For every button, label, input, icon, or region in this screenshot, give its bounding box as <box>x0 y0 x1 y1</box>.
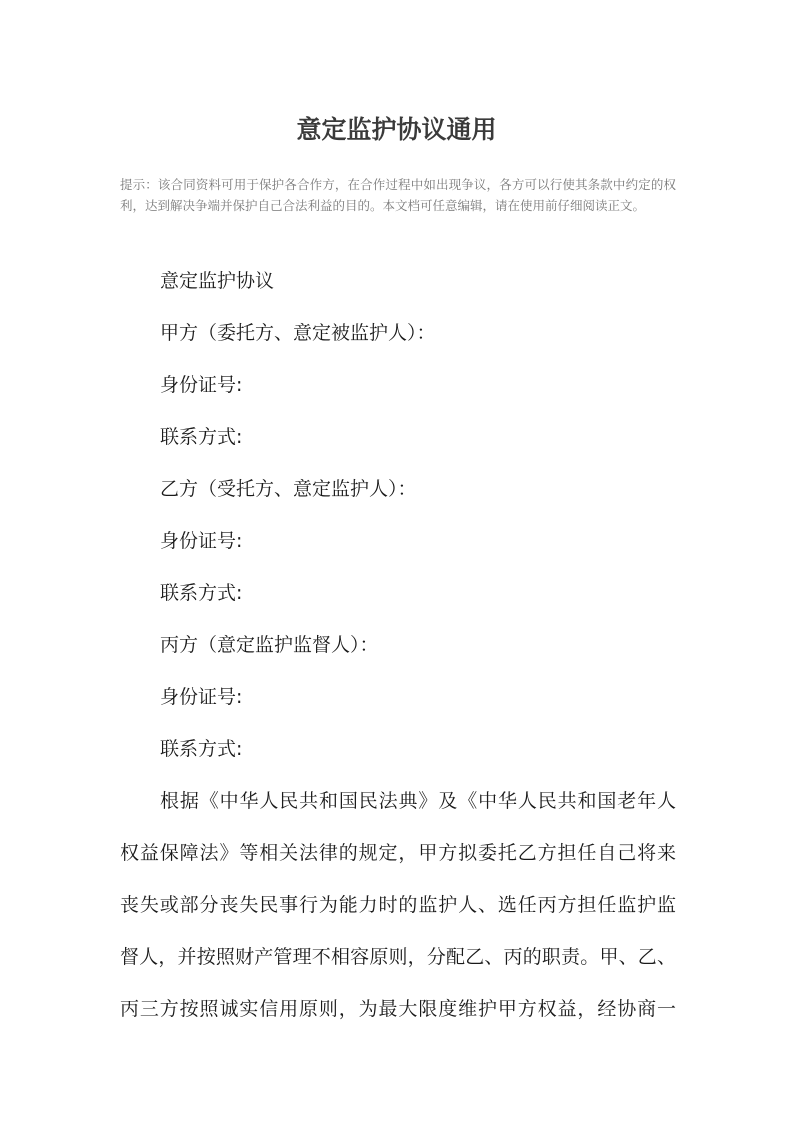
party-c-label: 丙方（意定监护监督人）： <box>160 634 379 656</box>
party-a-contact-label: 联系方式: <box>160 426 243 448</box>
agreement-heading: 意定监护协议 <box>160 270 275 292</box>
body-paragraph-line: 督人，并按照财产管理不相容原则，分配乙、丙的职责。甲、乙、 <box>120 946 676 968</box>
tip-text: 提示：该合同资料可用于保护各合作方，在合作过程中如出现争议，各方可以行使其条款中约定的权利，达到解决争端并保护自己合法利益的目的。本文档可任意编辑，请在使用前仔细阅读正文。 <box>120 177 676 213</box>
party-b-contact-label: 联系方式: <box>160 582 243 604</box>
party-a-label: 甲方（委托方、意定被监护人）： <box>160 322 436 344</box>
party-b-id-label: 身份证号: <box>160 530 243 552</box>
body-paragraph-line: 根据《中华人民共和国民法典》及《中华人民共和国老年人 <box>160 790 676 812</box>
party-c-contact-label: 联系方式: <box>160 738 243 760</box>
body-paragraph-line: 丙三方按照诚实信用原则，为最大限度维护甲方权益，经协商一 <box>120 998 676 1020</box>
party-a-id-label: 身份证号: <box>160 374 243 396</box>
body-paragraph-line: 丧失或部分丧失民事行为能力时的监护人、选任丙方担任监护监 <box>120 894 676 916</box>
party-c-id-label: 身份证号: <box>160 686 243 708</box>
body-paragraph-line: 权益保障法》等相关法律的规定，甲方拟委托乙方担任自己将来 <box>120 842 676 864</box>
party-b-label: 乙方（受托方、意定监护人）： <box>160 478 417 500</box>
document-title: 意定监护协议通用 <box>296 115 497 144</box>
